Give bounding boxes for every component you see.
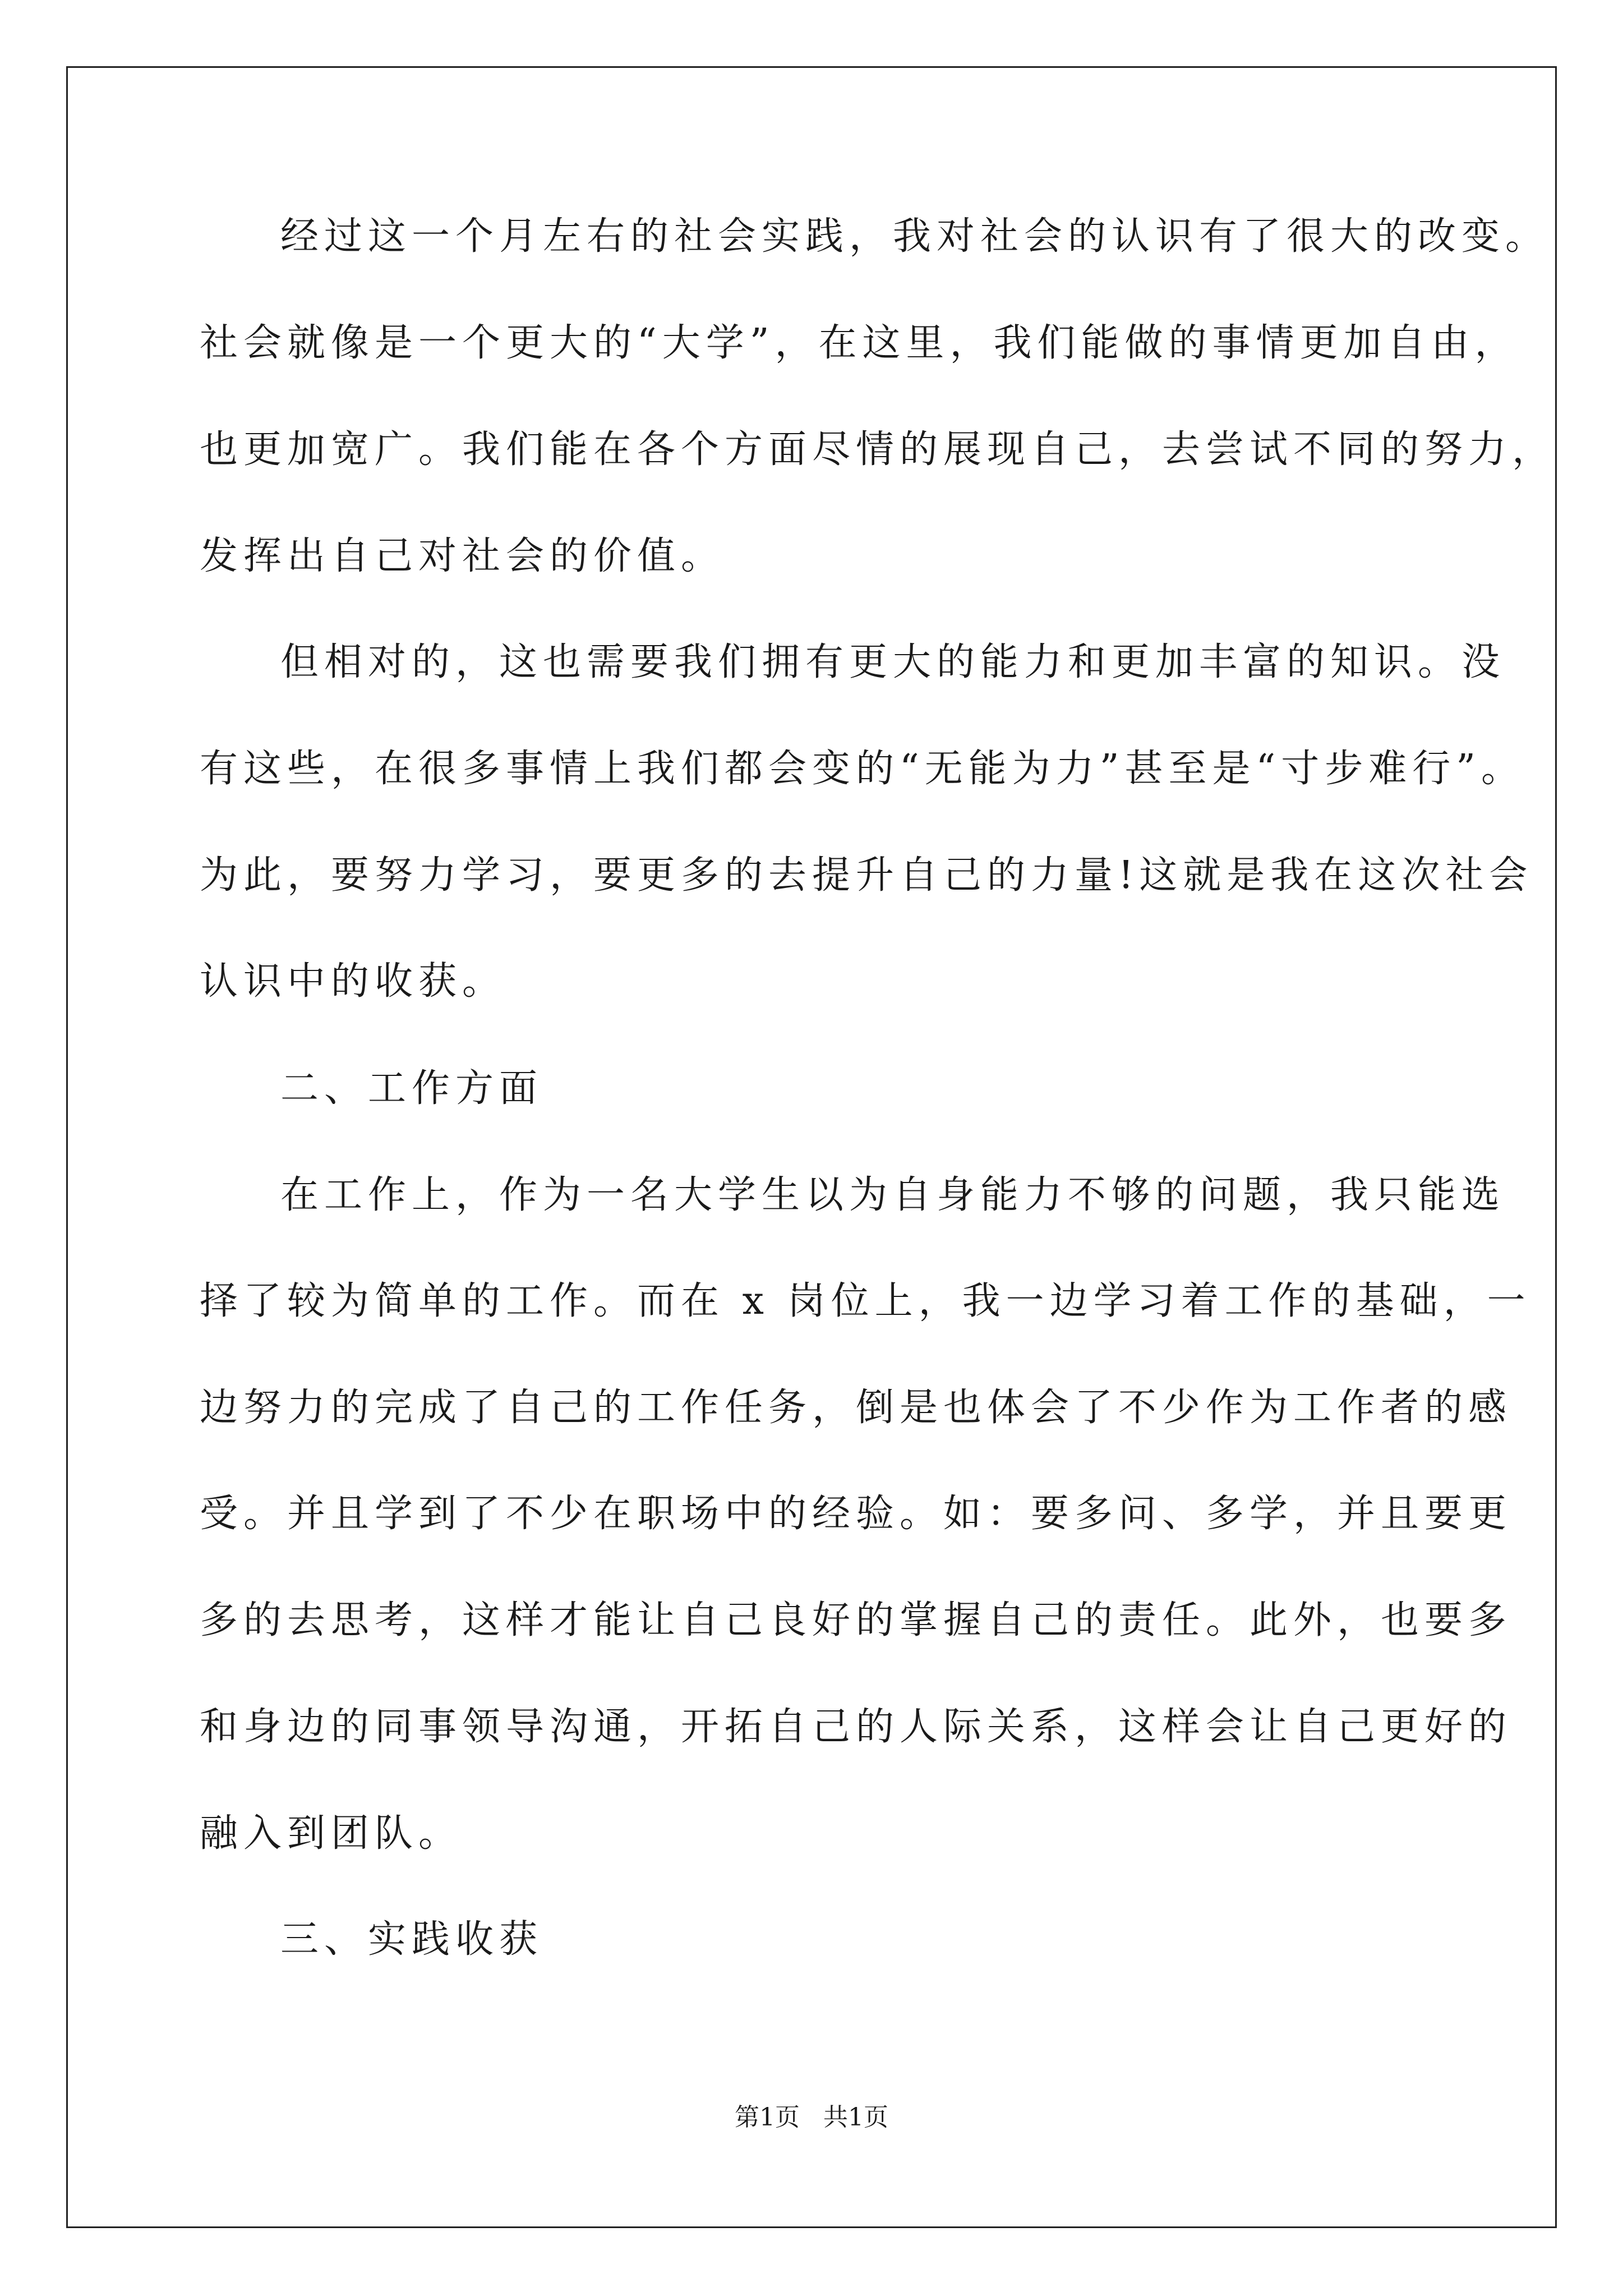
paragraph-2-line-4: 认识中的收获。 [200, 959, 506, 1004]
paragraph-1-line-2: 社会就像是一个更大的“大学”，在这里，我们能做的事情更加自由， [200, 321, 1519, 365]
paragraph-3-line-3: 边努力的完成了自己的工作任务，倒是也体会了不少作为工作者的感 [200, 1386, 1513, 1430]
paragraph-1-line-3: 也更加宽广。我们能在各个方面尽情的展现自己，去尝试不同的努力， [200, 427, 1556, 472]
paragraph-3-line-7: 融入到团队。 [200, 1811, 463, 1856]
page-indicator: 第1页 共1页 [735, 2103, 888, 2132]
section-heading-work: 二、工作方面 [280, 1066, 543, 1111]
paragraph-1-line-4: 发挥出自己对社会的价值。 [200, 534, 725, 578]
page-border [66, 66, 1557, 2228]
paragraph-3-line-6: 和身边的同事领导沟通，开拓自己的人际关系，这样会让自己更好的 [200, 1705, 1513, 1749]
paragraph-2-line-2: 有这些，在很多事情上我们都会变的“无能为力”甚至是“寸步难行”。 [200, 747, 1525, 791]
section-heading-gains: 三、实践收获 [280, 1917, 543, 1962]
paragraph-3-line-2: 择了较为简单的工作。而在 x 岗位上，我一边学习着工作的基础，一 [200, 1279, 1531, 1323]
paragraph-1-line-1: 经过这一个月左右的社会实践，我对社会的认识有了很大的改变。 [280, 214, 1550, 259]
paragraph-3-line-5: 多的去思考，这样才能让自己良好的掌握自己的责任。此外，也要多 [200, 1598, 1513, 1642]
paragraph-3-line-1: 在工作上，作为一名大学生以为自身能力不够的问题，我只能选 [280, 1173, 1506, 1217]
paragraph-3-line-4: 受。并且学到了不少在职场中的经验。如：要多问、多学，并且要更 [200, 1492, 1513, 1536]
paragraph-2-line-1: 但相对的，这也需要我们拥有更大的能力和更加丰富的知识。没 [280, 640, 1506, 684]
paragraph-2-line-3: 为此，要努力学习，要更多的去提升自己的力量!这就是我在这次社会 [200, 853, 1533, 898]
